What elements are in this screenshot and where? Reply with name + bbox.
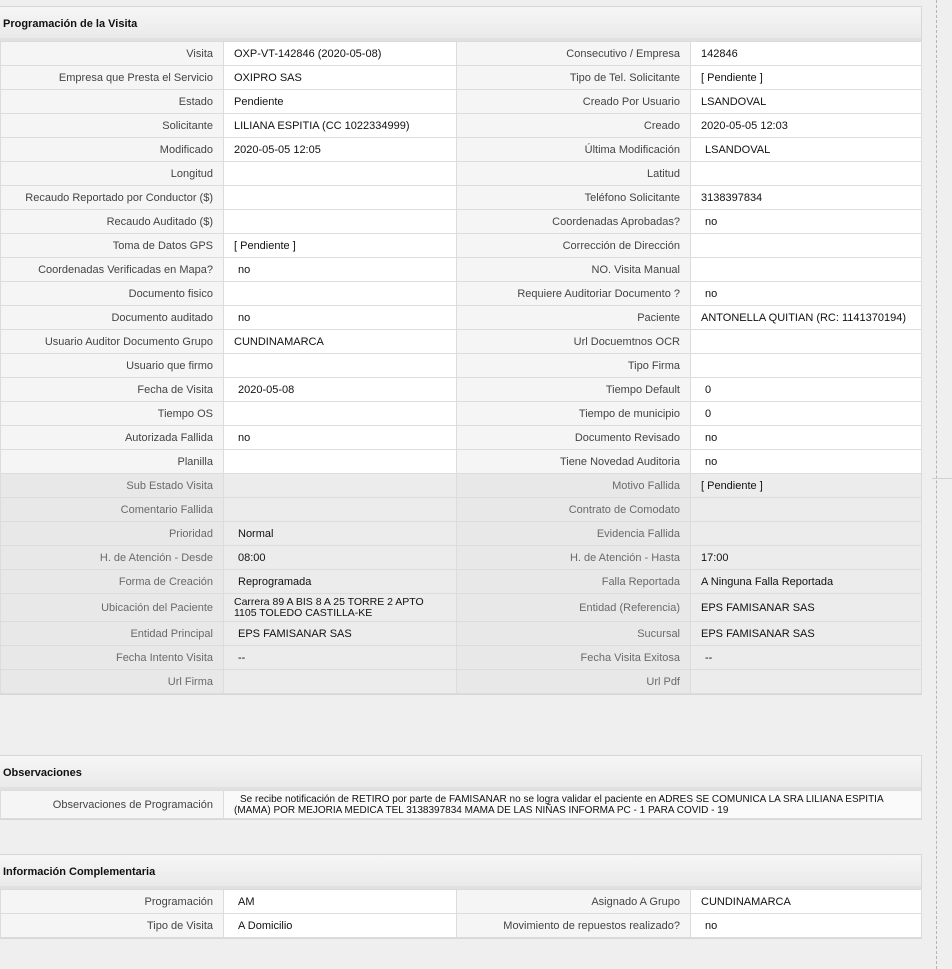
field-value: LSANDOVAL xyxy=(691,138,922,162)
field-label: Contrato de Comodato xyxy=(457,498,691,522)
field-value xyxy=(224,162,457,186)
table-row xyxy=(1,914,922,938)
field-value: OXIPRO SAS xyxy=(224,66,457,90)
table-row xyxy=(1,210,922,234)
field-value: Pendiente xyxy=(224,90,457,114)
field-label: Tipo de Tel. Solicitante xyxy=(457,66,691,90)
field-label: Toma de Datos GPS xyxy=(1,234,224,258)
field-value xyxy=(691,522,922,546)
field-label: Corrección de Dirección xyxy=(457,234,691,258)
field-value: ANTONELLA QUITIAN (RC: 1141370194) xyxy=(691,306,922,330)
field-label: Planilla xyxy=(1,450,224,474)
field-value: LILIANA ESPITIA (CC 1022334999) xyxy=(224,114,457,138)
field-label: Requiere Auditoriar Documento ? xyxy=(457,282,691,306)
field-label: Tipo Firma xyxy=(457,354,691,378)
table-row xyxy=(1,138,922,162)
field-label: Teléfono Solicitante xyxy=(457,186,691,210)
field-value: AM xyxy=(224,890,457,914)
table-row xyxy=(1,646,922,670)
field-label: H. de Atención - Hasta xyxy=(457,546,691,570)
field-label: Empresa que Presta el Servicio xyxy=(1,66,224,90)
field-value xyxy=(224,670,457,694)
field-value xyxy=(224,282,457,306)
field-label: Falla Reportada xyxy=(457,570,691,594)
field-value: 0 xyxy=(691,378,922,402)
field-value: EPS FAMISANAR SAS xyxy=(224,622,457,646)
field-label: Fecha Intento Visita xyxy=(1,646,224,670)
field-label: Autorizada Fallida xyxy=(1,426,224,450)
field-value: A Domicilio xyxy=(224,914,457,938)
field-value: OXP-VT-142846 (2020-05-08) xyxy=(224,42,457,66)
field-label: Documento auditado xyxy=(1,306,224,330)
field-label: Entidad (Referencia) xyxy=(457,594,691,622)
table-row xyxy=(1,426,922,450)
field-label: Tiene Novedad Auditoria xyxy=(457,450,691,474)
table-row xyxy=(1,450,922,474)
field-label: Modificado xyxy=(1,138,224,162)
field-label: Tiempo de municipio xyxy=(457,402,691,426)
field-value xyxy=(224,498,457,522)
field-value: no xyxy=(691,210,922,234)
field-label: Solicitante xyxy=(1,114,224,138)
field-label: Programación xyxy=(1,890,224,914)
table-row xyxy=(1,522,922,546)
table-row xyxy=(1,546,922,570)
table-row xyxy=(1,114,922,138)
field-value xyxy=(224,186,457,210)
field-label: Consecutivo / Empresa xyxy=(457,42,691,66)
programacion-table xyxy=(0,41,922,694)
field-value: EPS FAMISANAR SAS xyxy=(691,622,922,646)
field-label: Comentario Fallida xyxy=(1,498,224,522)
table-row xyxy=(1,186,922,210)
field-label: Creado Por Usuario xyxy=(457,90,691,114)
field-value: 17:00 xyxy=(691,546,922,570)
field-value: 3138397834 xyxy=(691,186,922,210)
section-title-complementaria: Información Complementaria xyxy=(0,855,921,889)
table-row xyxy=(1,234,922,258)
field-label: Url Pdf xyxy=(457,670,691,694)
table-row xyxy=(1,282,922,306)
field-value: 08:00 xyxy=(224,546,457,570)
field-label: Documento Revisado xyxy=(457,426,691,450)
field-value: no xyxy=(224,426,457,450)
table-row xyxy=(1,498,922,522)
table-row xyxy=(1,474,922,498)
field-label: Observaciones de Programación xyxy=(1,791,224,819)
table-row xyxy=(1,306,922,330)
field-label: Motivo Fallida xyxy=(457,474,691,498)
field-label: Estado xyxy=(1,90,224,114)
field-value: EPS FAMISANAR SAS xyxy=(691,594,922,622)
observaciones-text xyxy=(224,791,922,819)
programacion-section xyxy=(0,6,922,695)
field-label: Movimiento de repuestos realizado? xyxy=(457,914,691,938)
field-value xyxy=(691,354,922,378)
field-label: Forma de Creación xyxy=(1,570,224,594)
field-label: Ubicación del Paciente xyxy=(1,594,224,622)
field-value: 142846 xyxy=(691,42,922,66)
field-value xyxy=(691,258,922,282)
observaciones-table xyxy=(0,790,922,819)
field-value: CUNDINAMARCA xyxy=(224,330,457,354)
field-value: Carrera 89 A BIS 8 A 25 TORRE 2 APTO 1105 TOLEDO CASTILLA-KE xyxy=(224,594,457,622)
table-row xyxy=(1,162,922,186)
complementaria-section xyxy=(0,854,922,939)
field-label: Tiempo OS xyxy=(1,402,224,426)
field-value: 2020-05-05 12:03 xyxy=(691,114,922,138)
field-label: Tipo de Visita xyxy=(1,914,224,938)
page-divider xyxy=(936,0,937,969)
field-value: 2020-05-05 12:05 xyxy=(224,138,457,162)
field-label: Paciente xyxy=(457,306,691,330)
table-row xyxy=(1,66,922,90)
complementaria-table xyxy=(0,889,922,938)
field-value: no xyxy=(691,282,922,306)
field-value: no xyxy=(691,426,922,450)
table-row xyxy=(1,791,922,819)
table-row xyxy=(1,890,922,914)
field-label: NO. Visita Manual xyxy=(457,258,691,282)
field-value xyxy=(691,498,922,522)
field-value: 0 xyxy=(691,402,922,426)
field-value: 2020-05-08 xyxy=(224,378,457,402)
field-label: Visita xyxy=(1,42,224,66)
field-label: Latitud xyxy=(457,162,691,186)
table-row xyxy=(1,378,922,402)
field-value xyxy=(224,450,457,474)
field-value: [ Pendiente ] xyxy=(224,234,457,258)
field-label: Sucursal xyxy=(457,622,691,646)
table-row xyxy=(1,258,922,282)
field-label: H. de Atención - Desde xyxy=(1,546,224,570)
field-value: -- xyxy=(691,646,922,670)
field-value xyxy=(691,162,922,186)
field-label: Evidencia Fallida xyxy=(457,522,691,546)
field-label: Url Docuemtnos OCR xyxy=(457,330,691,354)
field-value: -- xyxy=(224,646,457,670)
field-value: A Ninguna Falla Reportada xyxy=(691,570,922,594)
section-title-programacion: Programación de la Visita xyxy=(0,7,921,41)
field-value: Reprogramada xyxy=(224,570,457,594)
table-row xyxy=(1,330,922,354)
table-row xyxy=(1,670,922,694)
table-row xyxy=(1,402,922,426)
field-label: Coordenadas Aprobadas? xyxy=(457,210,691,234)
field-label: Longitud xyxy=(1,162,224,186)
field-value: no xyxy=(691,914,922,938)
field-label: Coordenadas Verificadas en Mapa? xyxy=(1,258,224,282)
field-value xyxy=(224,402,457,426)
field-label: Fecha de Visita xyxy=(1,378,224,402)
field-value xyxy=(691,330,922,354)
field-value xyxy=(691,670,922,694)
section-title-observaciones: Observaciones xyxy=(0,756,921,790)
field-value: no xyxy=(224,306,457,330)
field-label: Prioridad xyxy=(1,522,224,546)
table-row xyxy=(1,622,922,646)
field-value: Normal xyxy=(224,522,457,546)
field-label: Usuario Auditor Documento Grupo xyxy=(1,330,224,354)
field-label: Usuario que firmo xyxy=(1,354,224,378)
field-value: CUNDINAMARCA xyxy=(691,890,922,914)
field-value: LSANDOVAL xyxy=(691,90,922,114)
field-value xyxy=(224,354,457,378)
table-row xyxy=(1,354,922,378)
field-label: Documento fisico xyxy=(1,282,224,306)
field-value: [ Pendiente ] xyxy=(691,66,922,90)
field-value xyxy=(224,474,457,498)
field-value: Se recibe notificación de RETIRO por parte de FAMISANAR no se logra validar el paciente en ADRES SE COMUNICA LA SRA LILIANA ESPITIA (MAMA) POR MEJORIA MEDICA TEL 3138397834 MAMA DE LAS NIÑAS INFORMA PC - 1 PARA COVID - 19 xyxy=(234,793,884,816)
field-label: Fecha Visita Exitosa xyxy=(457,646,691,670)
table-row xyxy=(1,42,922,66)
field-value xyxy=(224,210,457,234)
table-row xyxy=(1,594,922,622)
table-row xyxy=(1,90,922,114)
field-label: Entidad Principal xyxy=(1,622,224,646)
field-label: Asignado A Grupo xyxy=(457,890,691,914)
field-label: Última Modificación xyxy=(457,138,691,162)
separator-line xyxy=(932,478,952,479)
field-value: [ Pendiente ] xyxy=(691,474,922,498)
field-label: Recaudo Reportado por Conductor ($) xyxy=(1,186,224,210)
table-row xyxy=(1,570,922,594)
field-value: no xyxy=(691,450,922,474)
field-label: Sub Estado Visita xyxy=(1,474,224,498)
field-label: Creado xyxy=(457,114,691,138)
field-label: Tiempo Default xyxy=(457,378,691,402)
field-label: Recaudo Auditado ($) xyxy=(1,210,224,234)
observaciones-section xyxy=(0,755,922,820)
field-label: Url Firma xyxy=(1,670,224,694)
field-value xyxy=(691,234,922,258)
field-value: no xyxy=(224,258,457,282)
